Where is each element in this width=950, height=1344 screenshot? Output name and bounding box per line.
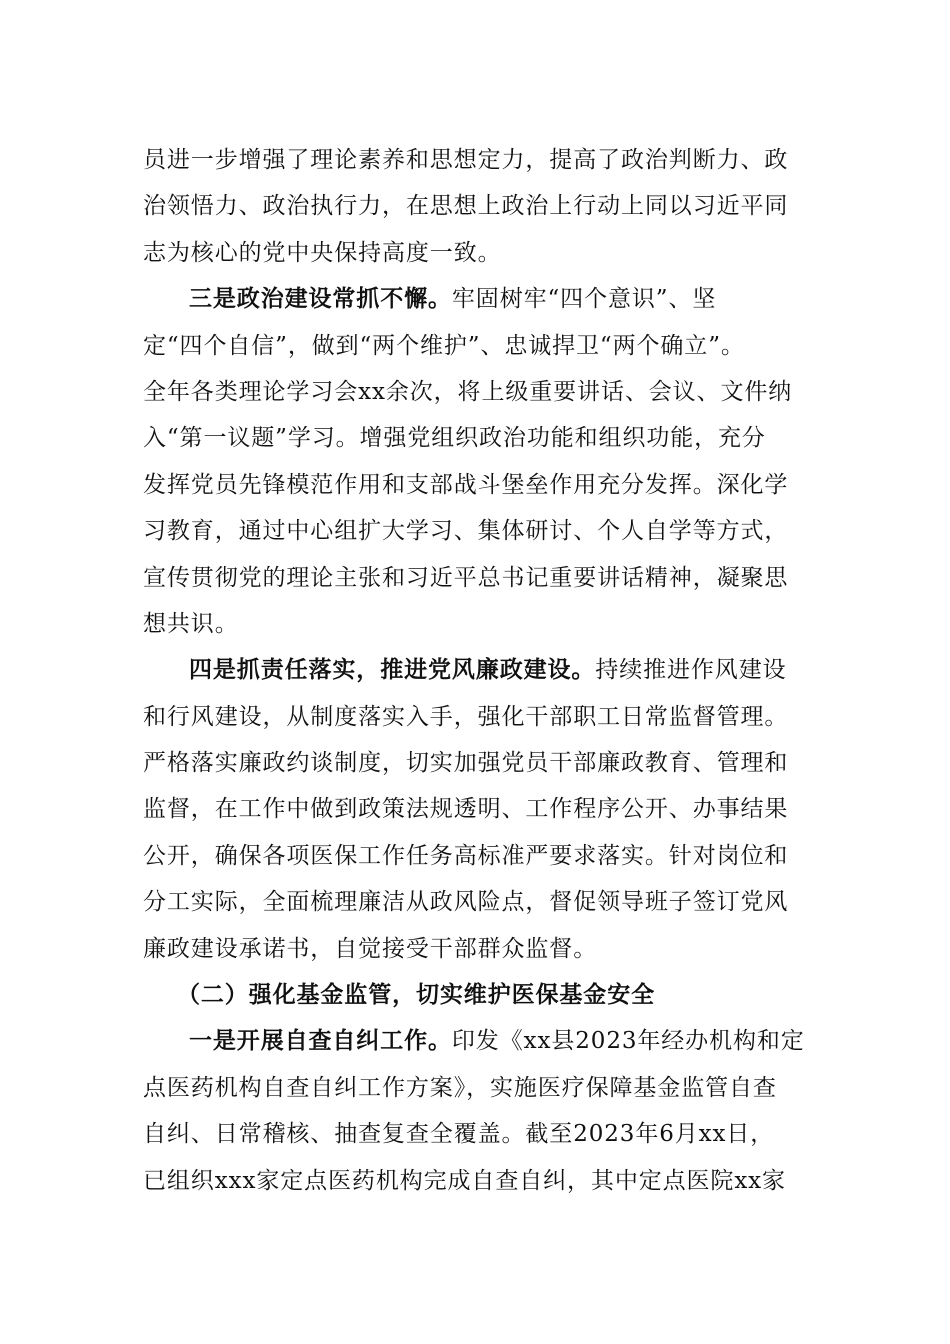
text-line: 志为核心的党中央保持高度一致。 (143, 239, 502, 266)
text-line: 员进一步增强了理论素养和思想定力，提高了政治判断力、政 (143, 147, 789, 173)
text-line: 公开，确保各项医保工作任务高标准严要求落实。针对岗位和 (143, 842, 789, 869)
text-line: 分工实际，全面梳理廉洁从政风险点，督促领导班子签订党风 (143, 889, 789, 916)
paragraph-text: 牢固树牢“四个意识”、坚 (451, 286, 717, 313)
text-line: 已组织xxx家定点医药机构完成自查自纠，其中定点医院xx家 (143, 1167, 786, 1194)
text-line: 发挥党员先锋模范作用和支部战斗堡垒作用充分发挥。深化学 (143, 471, 789, 498)
paragraph-first-line (143, 647, 833, 693)
text-line: 和行风建设，从制度落实入手，强化干部职工日常监督管理。 (143, 703, 789, 730)
paragraph-text: 印发《xx县2023年经办机构和定 (451, 1028, 805, 1055)
paragraph-first-line (143, 276, 833, 322)
text-line: 入“第一议题”学习。增强党组织政治功能和组织功能，充分 (143, 425, 766, 452)
text-line: 想共识。 (143, 610, 239, 637)
paragraph-lead: 三是政治建设常抓不懈。 (189, 285, 452, 313)
section-heading: （二）强化基金监管，切实维护医保基金安全 (177, 981, 655, 1009)
text-line: 宣传贯彻党的理论主张和习近平总书记重要讲话精神，凝聚思 (143, 564, 789, 591)
text-line: 自纠、日常稽核、抽查复查全覆盖。截至2023年6月xx日， (143, 1121, 775, 1148)
text-line: 监督，在工作中做到政策法规透明、工作程序公开、办事结果 (143, 796, 789, 823)
text-line: 治领悟力、政治执行力，在思想上政治上行动上同以习近平同 (143, 193, 789, 220)
text-line: 严格落实廉政约谈制度，切实加强党员干部廉政教育、管理和 (143, 750, 789, 777)
text-line: 点医药机构自查自纠工作方案》，实施医疗保障基金监管自查 (143, 1074, 777, 1101)
text-line: 全年各类理论学习会xx余次，将上级重要讲话、会议、文件纳 (143, 378, 793, 405)
text-line: 廉政建设承诺书，自觉接受干部群众监督。 (143, 935, 598, 962)
paragraph-first-line (143, 1018, 833, 1064)
paragraph-lead: 一是开展自查自纠工作。 (189, 1027, 452, 1055)
document-body (143, 137, 833, 1204)
paragraph-lead: 四是抓责任落实，推进党风廉政建设。 (189, 656, 596, 684)
text-line: 习教育，通过中心组扩大学习、集体研讨、个人自学等方式， (143, 518, 789, 545)
paragraph-text: 持续推进作风建设 (595, 657, 787, 684)
text-line: 定“四个自信”，做到“两个维护”、忠诚捍卫“两个确立”。 (143, 332, 745, 359)
